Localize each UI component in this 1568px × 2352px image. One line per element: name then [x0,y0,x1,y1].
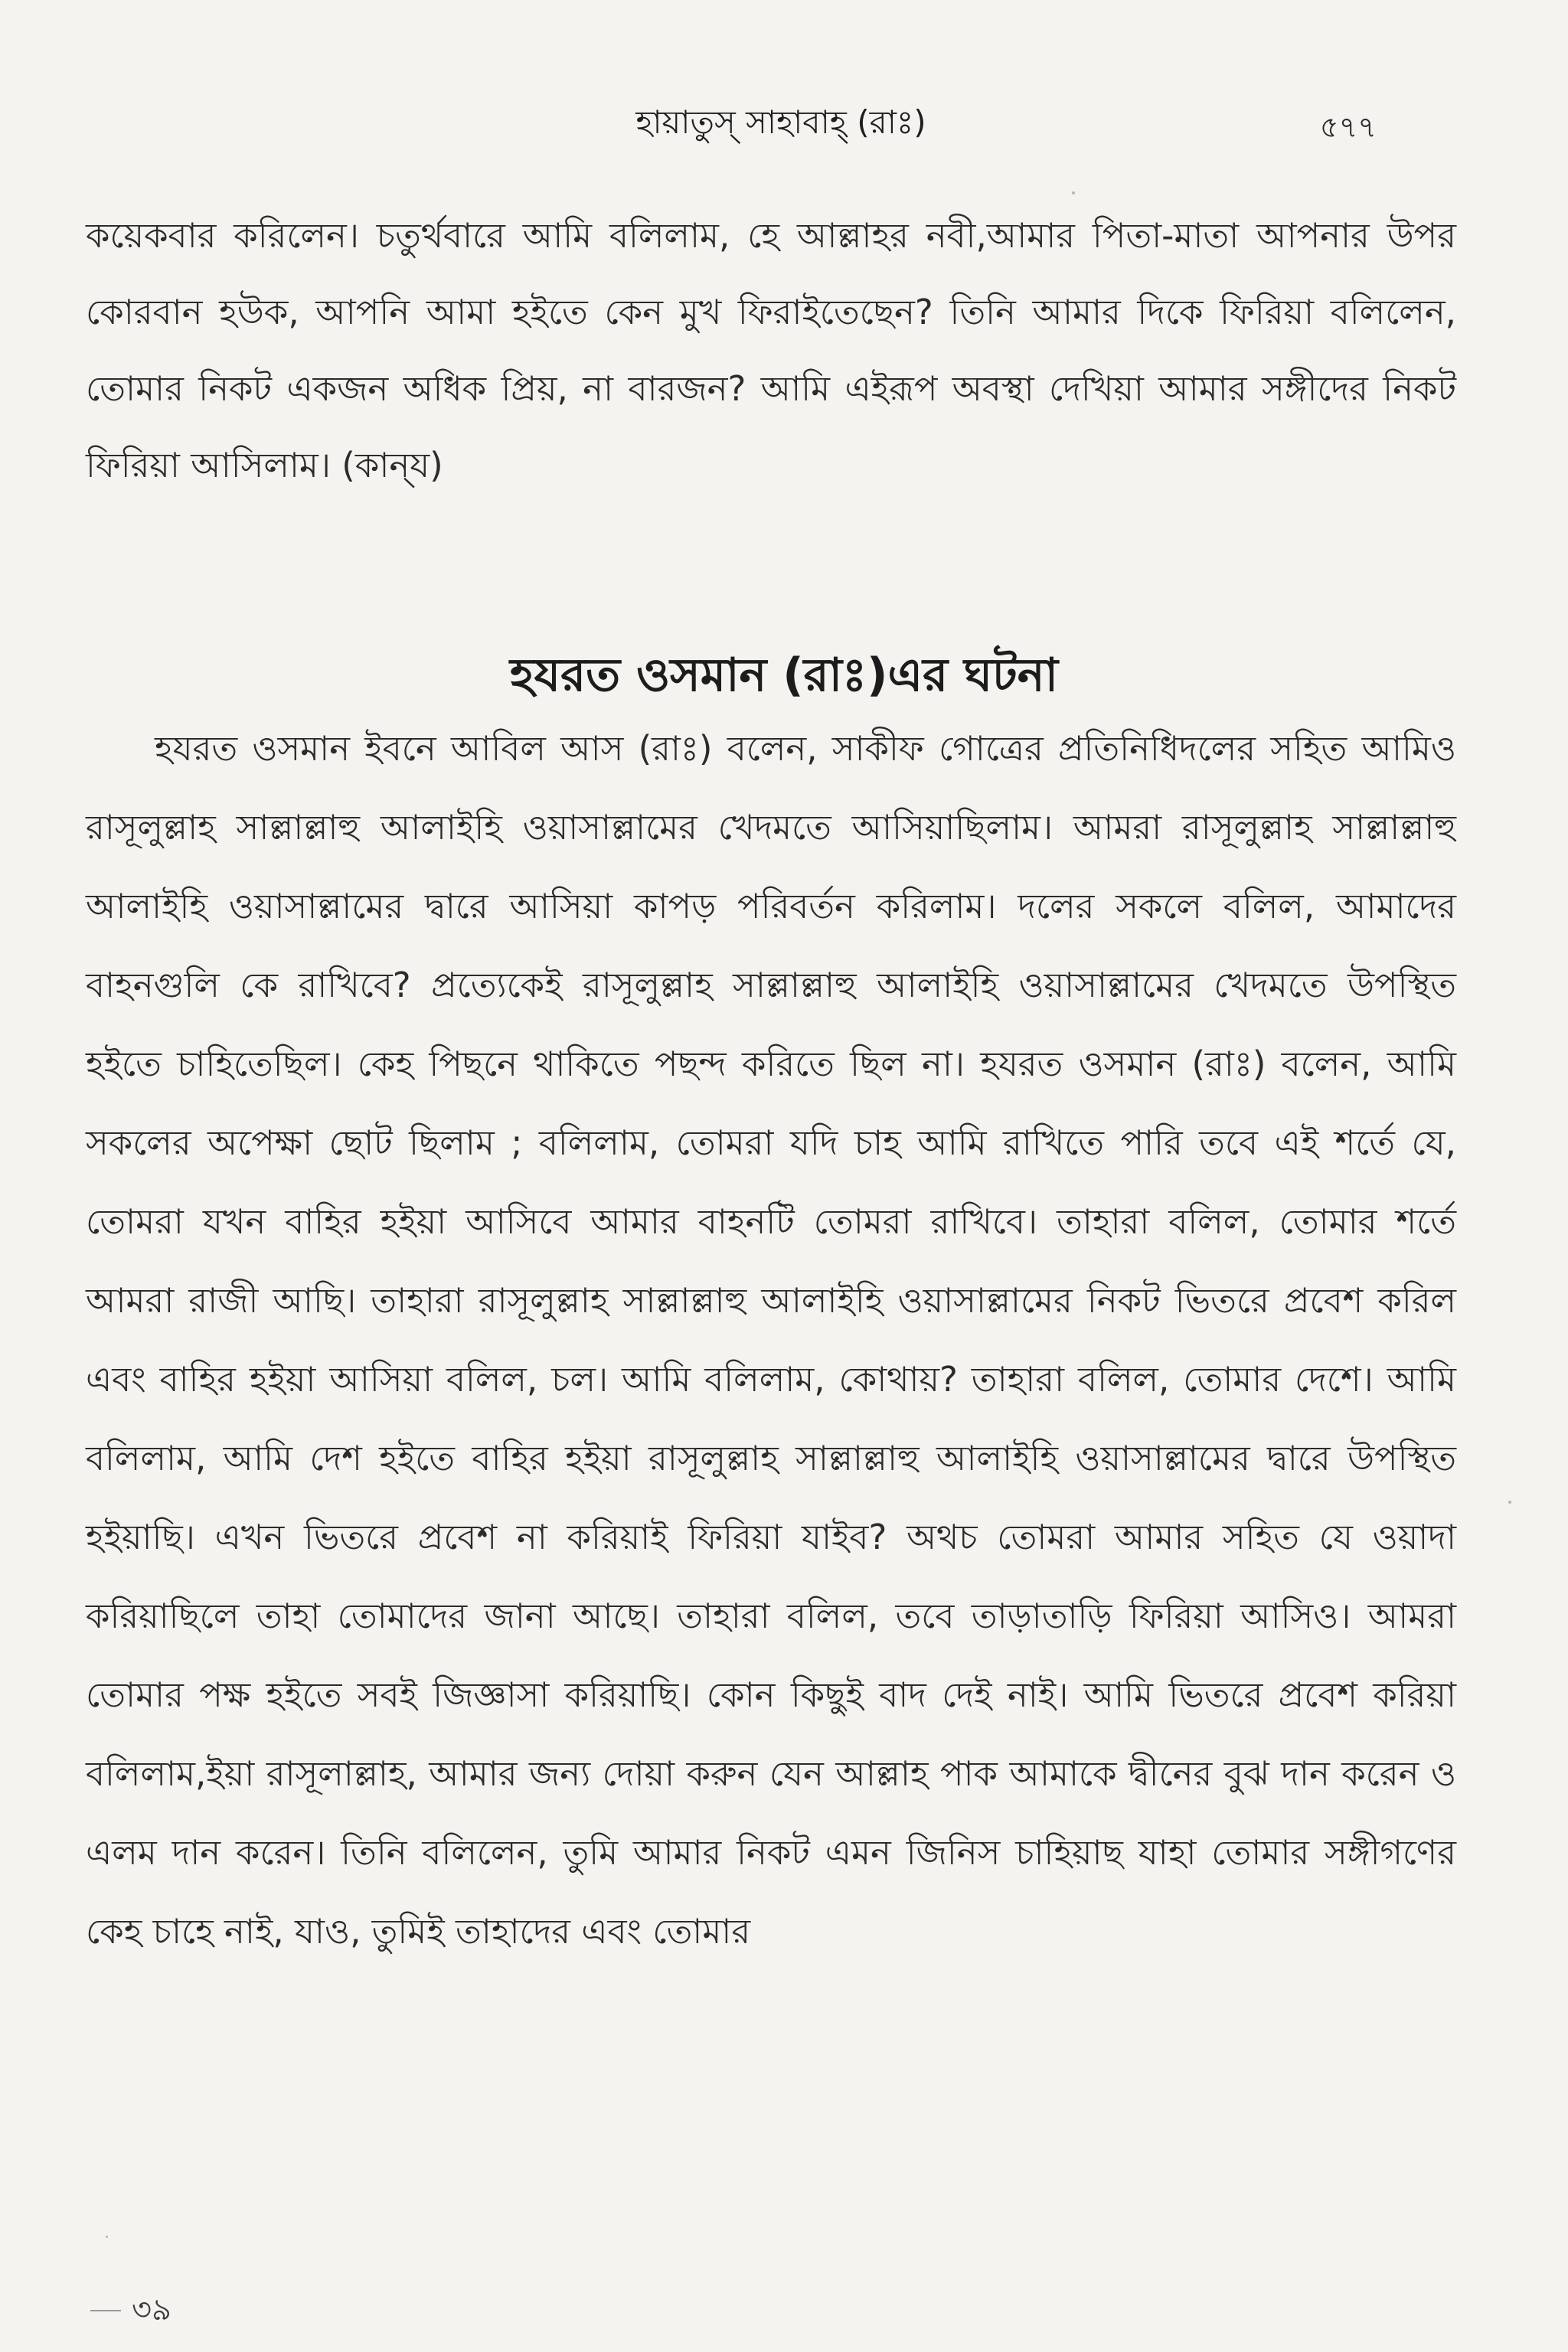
paragraph-text: হযরত ওসমান ইবনে আবিল আস (রাঃ) বলেন, সাকীফ গোত্রের প্রতিনিধিদলের সহিত আমিও রাসূলুল্লাহ সাল্লাল্লাহু আলাইহি ওয়াসাল্লামের খেদমতে আসিয়াছিলাম। আমরা রাসূলুল্লাহ সাল্লাল্লাহু আলাইহি ওয়াসাল্লামের দ্বারে আসিয়া কাপড় পরিবর্তন করিলাম। দলের সকলে বলিল, আমাদের বাহনগুলি কে রাখিবে? প্রত্যেকেই রাসূলুল্লাহ সাল্লাল্লাহু আলাইহি ওয়াসাল্লামের খেদমতে উপস্থিত হইতে চাহিতেছিল। কেহ পিছনে থাকিতে পছন্দ করিতে ছিল না। হযরত ওসমান (রাঃ) বলেন, আমি সকলের অপেক্ষা ছোট ছিলাম ; বলিলাম, তোমরা যদি চাহ আমি রাখিতে পারি তবে এই শর্তে যে, তোমরা যখন বাহির হইয়া আসিবে আমার বাহনটি তোমরা রাখিবে। তাহারা বলিল, তোমার শর্তে আমরা রাজী আছি। তাহারা রাসূলুল্লাহ সাল্লাল্লাহু আলাইহি ওয়াসাল্লামের নিকট ভিতরে প্রবেশ করিল এবং বাহির হইয়া আসিয়া বলিল, চল। আমি বলিলাম, কোথায়? তাহারা বলিল, তোমার দেশে। আমি বলিলাম, আমি দেশ হইতে বাহির হইয়া রাসূলুল্লাহ সাল্লাল্লাহু আলাইহি ওয়াসাল্লামের দ্বারে উপস্থিত হইয়াছি। এখন ভিতরে প্রবেশ না করিয়াই ফিরিয়া যাইব? অথচ তোমরা আমার সহিত যে ওয়াদা করিয়াছিলে তাহা তোমাদের জানা আছে। তাহারা বলিল, তবে তাড়াতাড়ি ফিরিয়া আসিও। আমরা তোমার পক্ষ হইতে সবই জিজ্ঞাসা করিয়াছি। কোন কিছুই বাদ দেই নাই। আমি ভিতরে প্রবেশ করিয়া বলিলাম,ইয়া রাসূলাল্লাহ, আমার জন্য দোয়া করুন যেন আল্লাহ পাক আমাকে দ্বীনের বুঝ দান করেন ও এলম দান করেন। তিনি বলিলেন, তুমি আমার নিকট এমন জিনিস চাহিয়াছ যাহা তোমার সঙ্গীগণের কেহ চাহে নাই, যাও, তুমিই তাহাদের এবং তোমার [86,728,1456,1952]
running-header [0,100,1568,161]
folio-dash [90,2310,121,2311]
paper-speck [1508,1501,1511,1504]
paragraph-continued [86,198,1456,504]
paper-speck [106,2236,108,2238]
paragraph-main [86,709,1456,1971]
book-title: হায়াতুস্‌ সাহাবাহ্‌ (রাঃ) [635,103,926,141]
paper-speck [1072,191,1075,194]
page-number: ৫৭৭ [1319,110,1377,144]
paragraph-text: কয়েকবার করিলেন। চতুর্থবারে আমি বলিলাম, হে আল্লাহর নবী,আমার পিতা-মাতা আপনার উপর কোরবান হউক, আপনি আমা হইতে কেন মুখ ফিরাইতেছেন? তিনি আমার দিকে ফিরিয়া বলিলেন, তোমার নিকট একজন অধিক প্রিয়, না বারজন? আমি এইরূপ অবস্থা দেখিয়া আমার সঙ্গীদের নিকট ফিরিয়া আসিলাম। (কান্‌য) [86,215,1456,485]
section-heading: হযরত ওসমান (রাঃ)এর ঘটনা [510,648,1058,702]
folio-signature: ৩৯ [132,2292,172,2328]
